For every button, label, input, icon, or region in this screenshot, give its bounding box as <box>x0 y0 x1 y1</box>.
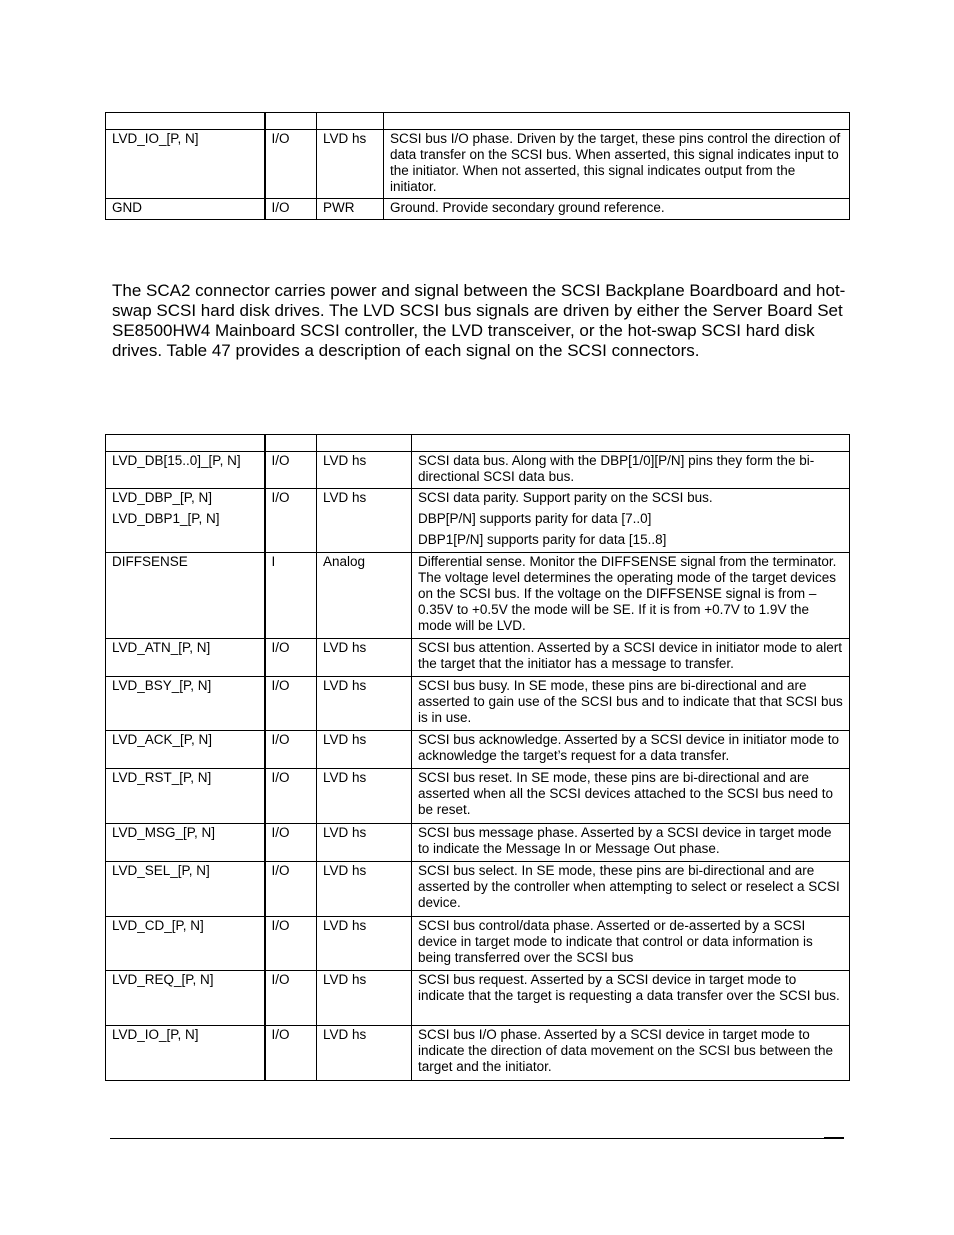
signal-type: I/O <box>265 769 317 824</box>
table-row <box>106 824 850 862</box>
signal-description: SCSI data bus. Along with the DBP[1/0][P/N] pins they form the bi-directional SCSI data bus. <box>412 452 850 489</box>
signal-level: PWR <box>317 199 384 220</box>
scsi-signal-table <box>105 434 850 1081</box>
signal-type: I/O <box>265 971 317 1026</box>
signal-level: LVD hs <box>317 489 412 553</box>
signal-level: LVD hs <box>317 862 412 917</box>
signal-type: I/O <box>265 199 317 220</box>
signal-description: SCSI bus reset. In SE mode, these pins are bi-directional and are asserted when all the SCSI devices attached to the SCSI bus need to be reset. <box>412 769 850 824</box>
table-row <box>106 731 850 769</box>
signal-type: I/O <box>265 917 317 971</box>
signal-name: LVD_CD_[P, N] <box>106 917 265 971</box>
signal-name <box>106 489 265 553</box>
description-line: SCSI data parity. Support parity on the SCSI bus. <box>418 490 713 505</box>
signal-name: LVD_ATN_[P, N] <box>106 639 265 677</box>
signal-level: Analog <box>317 553 412 639</box>
signal-name: LVD_DB[15..0]_[P, N] <box>106 452 265 489</box>
signal-type: I/O <box>265 824 317 862</box>
table-row <box>106 971 850 1026</box>
signal-level: LVD hs <box>317 731 412 769</box>
signal-description: SCSI bus I/O phase. Driven by the target, these pins control the direction of data transfer on the SCSI bus. When asserted, this signal indicates input to the initiator. When not asserted, this signal indicates output from the initiator. <box>384 130 850 199</box>
signal-type: I/O <box>265 130 317 199</box>
table-row <box>106 452 850 489</box>
signal-name: LVD_MSG_[P, N] <box>106 824 265 862</box>
signal-description: SCSI bus control/data phase. Asserted or de-asserted by a SCSI device in target mode to indicate that control or data information is being transferred over the SCSI bus <box>412 917 850 971</box>
table-row <box>106 862 850 917</box>
signal-description: Differential sense. Monitor the DIFFSENSE signal from the terminator. The voltage level determines the operating mode of the target devices on the SCSI bus. If the voltage on the DIFFSENSE signal is from –0.35V to +0.5V the mode will be SE. If it is from +0.7V to 1.9V the mode will be LVD. <box>412 553 850 639</box>
signal-level: LVD hs <box>317 824 412 862</box>
signal-name: GND <box>106 199 265 220</box>
signal-type: I/O <box>265 639 317 677</box>
signal-description: SCSI bus request. Asserted by a SCSI device in target mode to indicate that the target is requesting a data transfer over the SCSI bus. <box>412 971 850 1026</box>
table-row <box>106 677 850 731</box>
signal-type: I/O <box>265 677 317 731</box>
table-row <box>106 553 850 639</box>
signal-level: LVD hs <box>317 452 412 489</box>
signal-name: LVD_BSY_[P, N] <box>106 677 265 731</box>
signal-level: LVD hs <box>317 917 412 971</box>
footer-divider <box>110 1138 844 1139</box>
table-header-row <box>106 113 850 130</box>
table-header-row <box>106 435 850 452</box>
signal-type: I/O <box>265 862 317 917</box>
signal-description: SCSI bus I/O phase. Asserted by a SCSI device in target mode to indicate the direction of data movement on the SCSI bus between the target and the initiator. <box>412 1026 850 1081</box>
signal-type: I <box>265 553 317 639</box>
signal-name: LVD_REQ_[P, N] <box>106 971 265 1026</box>
signal-description: SCSI bus select. In SE mode, these pins are bi-directional and are asserted by the controller when attempting to select or reselect a SCSI device. <box>412 862 850 917</box>
signal-type: I/O <box>265 731 317 769</box>
signal-level: LVD hs <box>317 769 412 824</box>
description-line: DBP[P/N] supports parity for data [7..0] <box>418 511 652 526</box>
signal-table-continued <box>105 112 850 220</box>
signal-name: DIFFSENSE <box>106 553 265 639</box>
signal-level: LVD hs <box>317 677 412 731</box>
signal-name: LVD_ACK_[P, N] <box>106 731 265 769</box>
signal-description: SCSI bus busy. In SE mode, these pins are bi-directional and are asserted to gain use of the SCSI bus and to indicate that that SCSI bus is in use. <box>412 677 850 731</box>
signal-type: I/O <box>265 452 317 489</box>
signal-type: I/O <box>265 1026 317 1081</box>
signal-name: LVD_RST_[P, N] <box>106 769 265 824</box>
description-line: DBP1[P/N] supports parity for data [15..8] <box>418 532 667 547</box>
table-row <box>106 130 850 199</box>
signal-description: SCSI bus message phase. Asserted by a SCSI device in target mode to indicate the Message In or Message Out phase. <box>412 824 850 862</box>
table-row <box>106 1026 850 1081</box>
signal-description: Ground. Provide secondary ground reference. <box>384 199 850 220</box>
signal-name-line: LVD_DBP1_[P, N] <box>112 511 220 526</box>
table-row <box>106 639 850 677</box>
signal-name: LVD_IO_[P, N] <box>106 130 265 199</box>
table-row <box>106 489 850 553</box>
signal-type: I/O <box>265 489 317 553</box>
table-row <box>106 917 850 971</box>
signal-description: SCSI bus acknowledge. Asserted by a SCSI device in initiator mode to acknowledge the target’s request for a data transfer. <box>412 731 850 769</box>
table-row <box>106 769 850 824</box>
signal-name: LVD_SEL_[P, N] <box>106 862 265 917</box>
signal-level: LVD hs <box>317 639 412 677</box>
signal-level: LVD hs <box>317 1026 412 1081</box>
signal-description: SCSI bus attention. Asserted by a SCSI device in initiator mode to alert the target that the initiator has a message to transfer. <box>412 639 850 677</box>
signal-level: LVD hs <box>317 971 412 1026</box>
table-row <box>106 199 850 220</box>
footer-mark <box>824 1137 844 1139</box>
signal-name: LVD_IO_[P, N] <box>106 1026 265 1081</box>
signal-description <box>412 489 850 553</box>
body-paragraph: The SCA2 connector carries power and signal between the SCSI Backplane Boardboard and hot-swap SCSI hard disk drives. The LVD SCSI bus signals are driven by either the Server Board Set SE8500HW4 Mainboard SCSI controller, the LVD transceiver, or the hot-swap SCSI hard disk drives. Table 47 provides a description of each signal on the SCSI connectors. <box>112 281 846 360</box>
signal-level: LVD hs <box>317 130 384 199</box>
signal-name-line: LVD_DBP_[P, N] <box>112 490 213 505</box>
